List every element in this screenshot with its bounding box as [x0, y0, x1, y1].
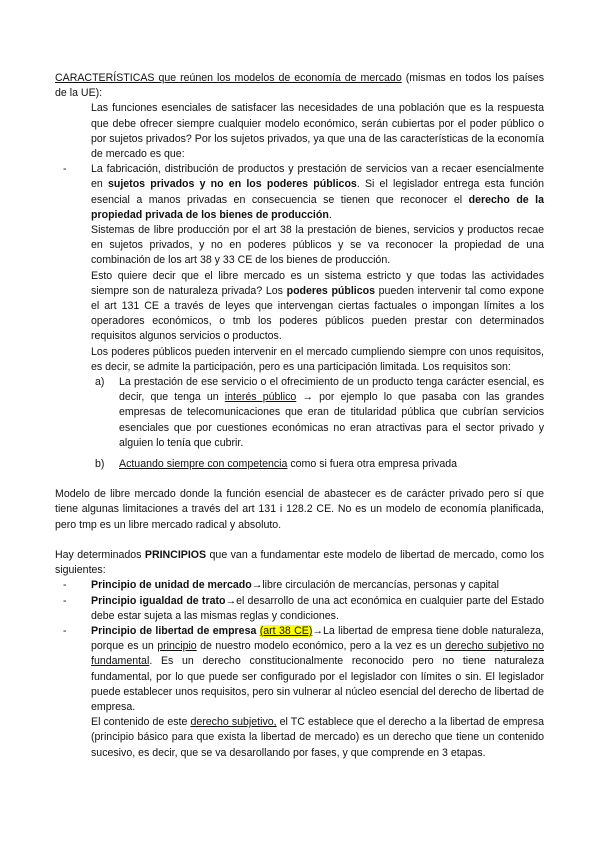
text-run: Hay determinados: [55, 548, 145, 561]
underlined-run: Actuando siempre con competencia: [119, 458, 288, 471]
text-run: pueden intervenir tal como expone el art 131 CE a través de leyes que intervengan ciertas factuales o impongan límites a los operadores económicos, o tmb los poderes públicos pueden prestar con determinados requisitos algunos servicios o productos.: [91, 284, 544, 343]
bullet-marker: -: [63, 624, 67, 637]
text-run: .: [328, 208, 332, 221]
paragraph-sistemas: Sistemas de libre producción por el art 38 la prestación de bienes, servicios y productos recae en sujetos privados, y no en poderes públicos y se va reconocer la propiedad de una combinación de los art 38 y 33 CE de los bienes de producción.: [91, 224, 544, 267]
bold-run: Principio de unidad de mercado: [91, 579, 252, 592]
paragraph-modelo: Modelo de libre mercado donde la función esencial de abastecer es de carácter privado pero sí que tiene algunas limitaciones a través del art 131 i 128.2 CE. No es un modelo de economía planificada, pero tmp es un libre mercado radical y absoluto.: [55, 488, 544, 531]
text-run: . Es un derecho constitucionalmente reconocido pero no tiene naturaleza fundamental, por lo que puede ser configurado por el legislador con límites o sin. El legislador puede establecer unos requisitos, pero sin vulnerar al núcleo esencial del derecho de libertad de empresa.: [91, 655, 544, 713]
text-run: → por ejemplo lo que pasaba con las grandes empresas de telecomunicaciones que eran de titularidad pública que cubrían servicios esenciales que por cuestiones económicas no eran atractivas para el sector privado y alguien lo tenía que cubrir.: [119, 391, 545, 449]
list-marker: b): [95, 458, 105, 471]
paragraph-principios-intro: [55, 548, 544, 578]
text-run: →libre circulación de mercancías, personas y capital: [251, 579, 500, 592]
text-run: Esto quiere decir que el libre mercado es un sistema estricto y que todas las actividades siempre son de naturaleza privada? Los: [91, 269, 544, 297]
bold-run: derecho de la propiedad privada de los bienes de producción: [91, 193, 545, 221]
bold-run: PRINCIPIOS: [144, 548, 207, 561]
bullet-marker: -: [63, 163, 67, 176]
text-run: →el desarrollo de una act económica en cualquier parte del Estado debe estar sujeta a las mismas reglas y condiciones.: [91, 594, 544, 622]
underlined-run: derecho subjetivo no fundamental: [91, 640, 545, 668]
bold-run: Principio igualdad de trato: [91, 594, 226, 607]
bold-run: poderes públicos: [286, 284, 376, 297]
principio-igualdad-text: [91, 594, 544, 624]
document-body: [55, 71, 544, 761]
underlined-run: interés público: [224, 391, 297, 404]
text-run: La fabricación, distribución de productos y prestación de servicios van a recaer esencialmente en: [91, 163, 544, 191]
spacer: [55, 533, 544, 548]
bold-run: sujetos privados y no en los poderes públicos: [107, 178, 357, 191]
paragraph-requisitos: Los poderes públicos pueden intervenir en el mercado cumpliendo siempre con unos requisitos, es decir, se admite la participación, pero es una participación limitada. Los requisitos son:: [91, 345, 544, 373]
section-heading: [55, 71, 544, 101]
heading-rest: (mismas en todos los países de la UE):: [55, 72, 545, 100]
heading-title: CARACTERÍSTICAS que reúnen los modelos de economía de mercado: [55, 72, 402, 84]
paragraph-contenido: [91, 715, 544, 761]
requirement-b-text: [119, 457, 544, 472]
underlined-run: principio: [157, 640, 197, 653]
requirement-b: [55, 457, 544, 472]
spacer: [55, 472, 544, 487]
principio-libertad-text: [91, 624, 544, 715]
text-run: de nuestro modelo económico, pero a la vez es un: [196, 640, 446, 653]
requirement-a-text: [119, 375, 544, 451]
bullet-unidad-mercado: [55, 578, 544, 593]
bullet-fabricacion-text: [91, 162, 544, 223]
text-run: El contenido de este: [91, 716, 191, 729]
bullet-libertad-empresa: [55, 624, 544, 761]
text-run: . Si el legislador entrega esta función esencial a manos privadas en consecuencia se tienen que reconocer el: [91, 178, 544, 206]
bullet-marker: -: [63, 594, 67, 607]
highlighted-run: (art 38 CE): [259, 624, 313, 637]
requirement-a: [55, 375, 544, 451]
underlined-run: derecho subjetivo,: [190, 716, 277, 729]
bullet-marker: -: [63, 579, 67, 592]
bold-run: Principio de libertad de empresa: [91, 624, 257, 637]
text-run: que van a fundamentar este modelo de libertad de mercado, como los siguientes:: [55, 548, 544, 577]
bullet-fabricacion: [55, 162, 544, 375]
principio-unidad-text: [91, 578, 544, 593]
bullet-igualdad-trato: [55, 594, 544, 624]
paragraph-libre-mercado: [91, 269, 544, 345]
text-run: como si fuera otra empresa privada: [287, 458, 457, 471]
text-run: La prestación de ese servicio o el ofrecimiento de un producto tenga carácter esencial, es decir, que tenga un: [119, 376, 544, 404]
intro-paragraph: Las funciones esenciales de satisfacer las necesidades de una población que es la respuesta que debe ofrecer siempre cualquier modelo económico, serán cubiertas por el poder público o por sujetos privados? Por los sujetos privados, ya que una de las características de la economía de mercado es que:: [91, 102, 544, 161]
text-run: el TC establece que el derecho a la libertad de empresa (principio básico para que exista la libertad de mercado) es un derecho que tiene un contenido sucesivo, es decir, que se va desarollando por fases, y que comprende en 3 etapas.: [91, 716, 544, 759]
text-run: →La libertad de empresa tiene doble naturaleza, porque es un: [91, 624, 545, 653]
list-marker: a): [95, 376, 105, 389]
